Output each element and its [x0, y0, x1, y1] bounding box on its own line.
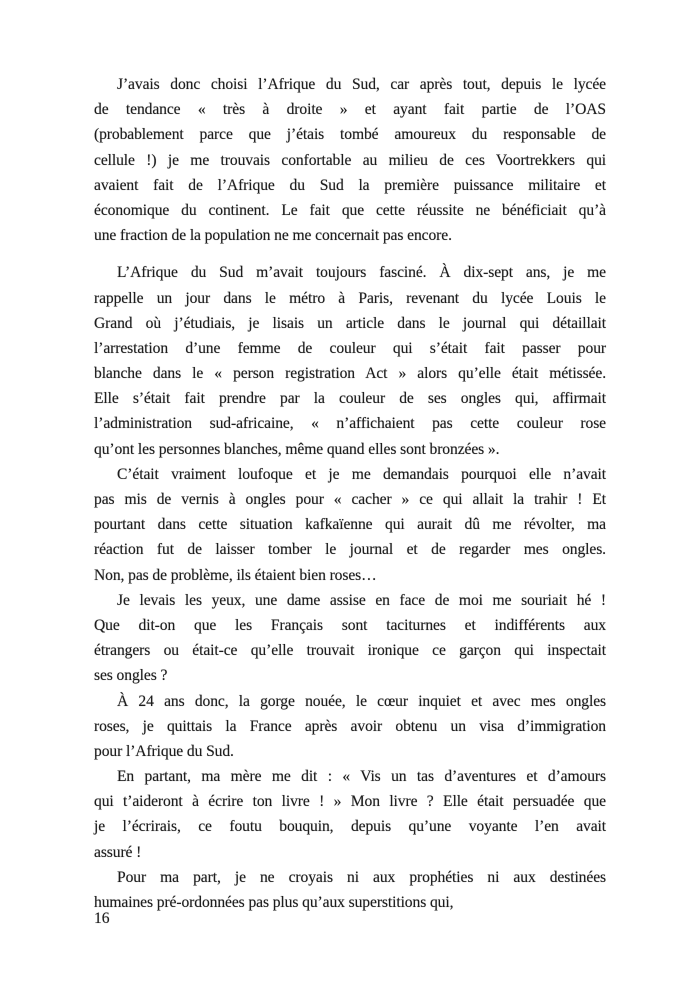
text-line: pas mis de vernis à ongles pour « cacher » ce qui allait la trahir ! Et	[94, 491, 606, 508]
text-line: ses ongles ?	[94, 667, 168, 685]
paragraph	[94, 865, 606, 915]
text-line: l’arrestation d’une femme de couleur qui s’était fait passer pour	[94, 339, 606, 357]
text-line: de tendance « très à droite » et ayant fait partie de l’OAS	[94, 101, 606, 119]
text-line: Que dit-on que les Français sont taciturnes et indifférents aux	[94, 616, 606, 634]
text-line: Pour ma part, je ne croyais ni aux prophéties ni aux destinées	[117, 868, 606, 886]
text-line: pour l’Afrique du Sud.	[94, 742, 234, 760]
paragraph	[94, 689, 606, 765]
page-number: 16	[94, 910, 110, 927]
paragraph	[94, 72, 606, 248]
text-line: qui t’aideront à écrire ton livre ! » Mon livre ? Elle était persuadée que	[94, 793, 606, 811]
text-line: (probablement parce que j’étais tombé amoureux du responsable de	[94, 126, 606, 144]
paragraph	[94, 260, 606, 462]
page-text	[94, 72, 606, 915]
text-line: blanche dans le « person registration Act » alors qu’elle était métissée.	[94, 365, 606, 383]
text-line: En partant, ma mère me dit : « Vis un tas d’aventures et d’amours	[117, 768, 606, 786]
text-line: À 24 ans donc, la gorge nouée, le cœur inquiet et avec mes ongles	[117, 692, 606, 710]
text-line: Je levais les yeux, une dame assise en face de moi me souriait hé !	[117, 591, 606, 609]
text-line: étrangers ou était-ce qu’elle trouvait ironique ce garçon qui inspectait	[94, 642, 606, 660]
text-line: cellule !) je me trouvais confortable au milieu de ces Voortrekkers qui	[94, 151, 606, 169]
text-line: C’était vraiment loufoque et je me demandais pourquoi elle n’avait	[117, 465, 606, 483]
paragraph	[94, 588, 606, 689]
text-line: humaines pré-ordonnées pas plus qu’aux superstitions qui,	[94, 894, 454, 911]
paragraph	[94, 462, 606, 588]
text-line: une fraction de la population ne me concernait pas encore.	[94, 227, 452, 245]
text-line: avaient fait de l’Afrique du Sud la première puissance militaire et	[94, 176, 606, 194]
text-line: Grand où j’étudiais, je lisais un article dans le journal qui détaillait	[94, 314, 606, 332]
text-line: rappelle un jour dans le métro à Paris, revenant du lycée Louis le	[94, 289, 606, 307]
text-line: Non, pas de problème, ils étaient bien roses…	[94, 566, 377, 584]
paragraph	[94, 764, 606, 865]
text-line: Elle s’était fait prendre par la couleur de ses ongles qui, affirmait	[94, 390, 606, 408]
text-line: pourtant dans cette situation kafkaïenne qui aurait dû me révolter, ma	[94, 516, 606, 534]
text-line: qu’ont les personnes blanches, même quand elles sont bronzées ».	[94, 440, 500, 458]
text-line: je l’écrirais, ce foutu bouquin, depuis qu’une voyante l’en avait	[94, 818, 606, 836]
text-line: J’avais donc choisi l’Afrique du Sud, car après tout, depuis le lycée	[117, 76, 606, 93]
text-line: réaction fut de laisser tomber le journal et de regarder mes ongles.	[94, 541, 606, 559]
text-line: roses, je quittais la France après avoir obtenu un visa d’immigration	[94, 717, 606, 735]
text-line: l’administration sud-africaine, « n’affichaient pas cette couleur rose	[94, 415, 606, 433]
text-line: L’Afrique du Sud m’avait toujours fasciné. À dix-sept ans, je me	[117, 264, 606, 282]
text-line: assuré !	[94, 843, 142, 861]
text-line: économique du continent. Le fait que cette réussite ne bénéficiait qu’à	[94, 201, 606, 219]
